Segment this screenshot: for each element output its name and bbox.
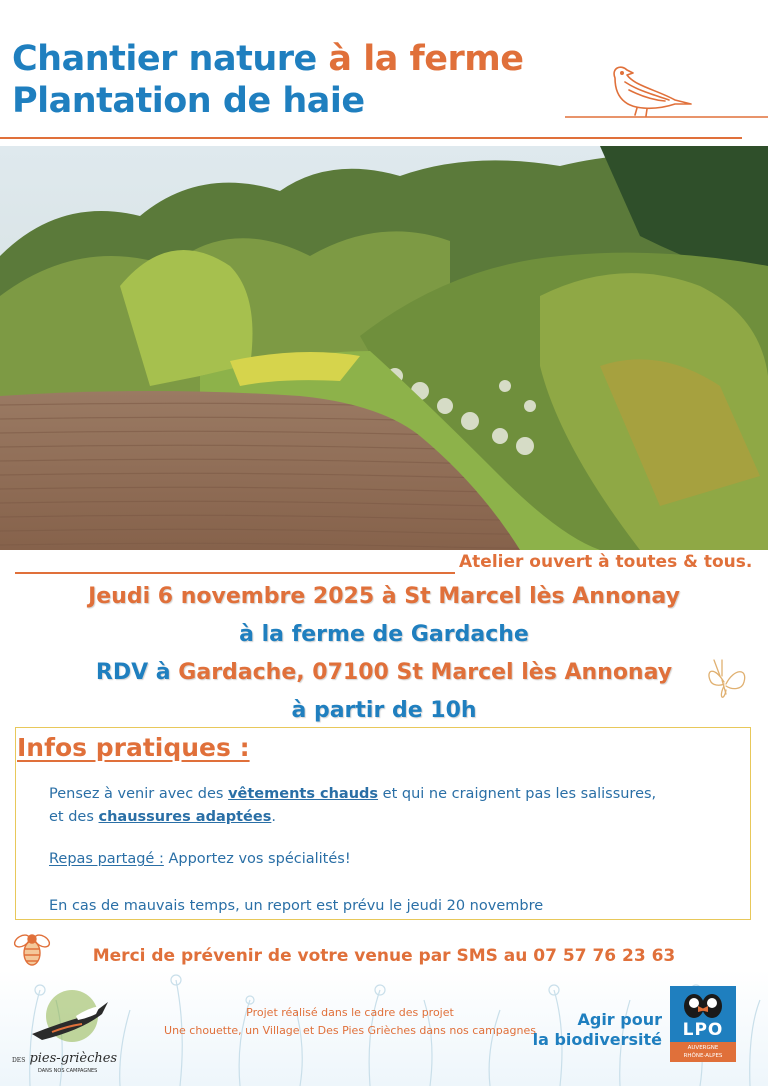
atelier-divider	[15, 572, 455, 574]
lpo-logo: LPO AUVERGNE RHÔNE-ALPES	[670, 986, 736, 1066]
shrike-logo-icon	[12, 988, 132, 1050]
contact-sms: Merci de prévenir de votre venue par SMS au 07 57 76 23 63	[92, 946, 676, 966]
atelier-text: Atelier ouvert à toutes & tous.	[459, 552, 753, 572]
title-divider	[0, 137, 742, 139]
info-clothing-line: Pensez à venir avec des vêtements chauds et qui ne craignent pas les salissures,	[49, 786, 657, 802]
info-title: Infos pratiques :	[17, 733, 250, 762]
agir-slogan: Agir pour la biodiversité	[532, 1010, 662, 1049]
event-date: Jeudi 6 novembre 2025 à St Marcel lès Annonay	[88, 584, 680, 609]
info-weather-line: En cas de mauvais temps, un report est prévu le jeudi 20 novembre	[49, 898, 544, 914]
event-farm: à la ferme de Gardache	[239, 622, 529, 647]
butterfly-icon	[700, 654, 754, 708]
event-rdv: RDV à Gardache, 07100 St Marcel lès Annonay	[95, 660, 673, 685]
bird-icon	[565, 60, 768, 122]
info-shoes-line: et des chaussures adaptées.	[49, 809, 276, 825]
pies-grieches-logo: DES pies-grièches DANS NOS CAMPAGNES	[12, 988, 132, 1080]
project-line-2: Une chouette, un Village et Des Pies Grièches dans nos campagnes	[164, 1024, 536, 1037]
hedge-landscape-photo	[0, 146, 768, 550]
event-time: à partir de 10h	[291, 698, 477, 723]
info-repas-line: Repas partagé : Apportez vos spécialités!	[49, 851, 351, 867]
page-title: Chantier nature à la ferme Plantation de haie	[12, 39, 524, 121]
project-line-1: Projet réalisé dans le cadre des projet	[246, 1006, 454, 1019]
